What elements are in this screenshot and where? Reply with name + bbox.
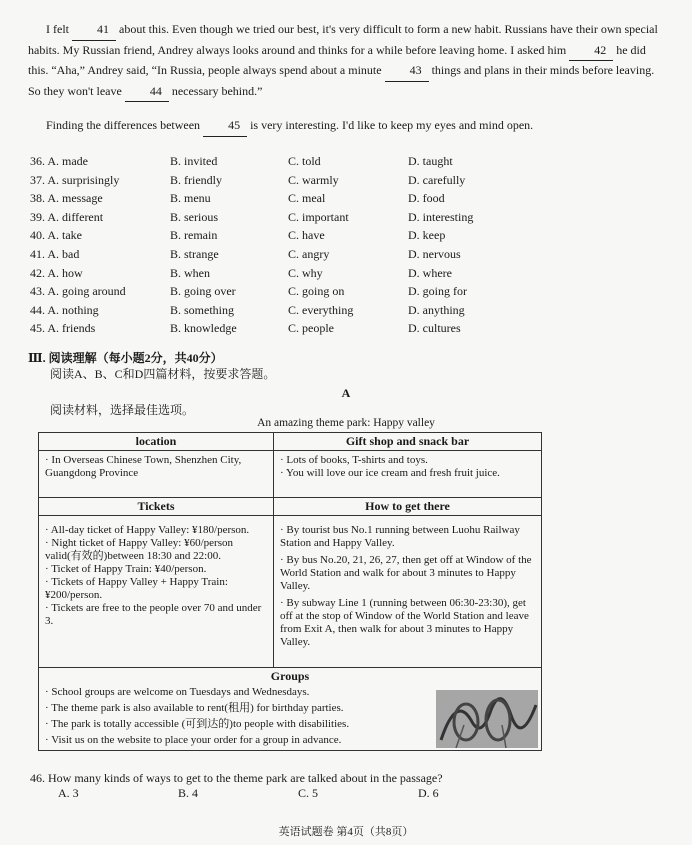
option-d: D. going for: [408, 284, 467, 299]
option-b: B. friendly: [170, 172, 222, 187]
cloze-paragraph-1: [28, 20, 660, 102]
roller-coaster-icon: [436, 690, 538, 748]
option-d: D. cultures: [408, 321, 461, 336]
header-tickets: Tickets: [39, 498, 274, 516]
option-a: 38. A. message: [30, 191, 103, 206]
question-46-options: [58, 786, 538, 801]
option-c: C. people: [288, 321, 334, 336]
shop-cell: [274, 451, 542, 498]
location-cell: [39, 451, 274, 498]
option-d: D. food: [408, 191, 445, 206]
option-b: B. strange: [170, 246, 219, 261]
text: I felt: [46, 22, 72, 36]
option-row: [30, 189, 650, 208]
option-c: C. warmly: [288, 172, 339, 187]
blank-44: 44: [125, 82, 169, 103]
option-c: C. everything: [288, 302, 354, 317]
option-a: 44. A. nothing: [30, 302, 99, 317]
option-row: [30, 226, 650, 245]
option-d: D. carefully: [408, 172, 466, 187]
q46-option-c: C. 5: [298, 786, 319, 800]
section-instruction: 阅读A、B、C和D四篇材料，按要求答题。: [50, 367, 276, 381]
ticket-item: · Ticket of Happy Train: ¥40/person.: [45, 563, 207, 575]
blank-41: 41: [72, 20, 116, 41]
option-row: [30, 264, 650, 283]
option-b: B. serious: [170, 209, 218, 224]
text: things and plans in their minds before leaving. So they won't leave: [28, 63, 655, 98]
header-location: location: [39, 433, 274, 451]
option-row: [30, 208, 650, 227]
option-d: D. keep: [408, 228, 446, 243]
option-c: C. important: [288, 209, 349, 224]
tickets-cell: [39, 516, 274, 668]
ticket-item: · All-day ticket of Happy Valley: ¥180/person.: [45, 524, 250, 536]
option-a: 37. A. surprisingly: [30, 172, 120, 187]
option-c: C. angry: [288, 246, 330, 261]
cloze-paragraph-2: [28, 116, 660, 137]
page-footer: 英语试题卷 第4页（共8页）: [278, 826, 414, 838]
section-title: Ⅲ. 阅读理解（每小题2分，共40分）: [28, 351, 223, 365]
q46-option-a: A. 3: [58, 786, 79, 800]
text: he did this. “Aha,” Andrey said, “In Russia, people always spend about a minute: [28, 42, 646, 77]
group-item: · Visit us on the website to place your order for a group in advance.: [45, 734, 342, 746]
option-row: [30, 319, 650, 338]
shop-item: · Lots of books, T-shirts and toys.: [280, 454, 428, 466]
question-46: 46. How many kinds of ways to get to the theme park are talked about in the passage?: [30, 771, 443, 785]
option-row: [30, 282, 650, 301]
roller-coaster-photo: [436, 690, 538, 748]
location-text: · In Overseas Chinese Town, Shenzhen City, Guangdong Province: [45, 454, 242, 479]
q46-option-d: D. 6: [418, 786, 439, 800]
option-b: B. knowledge: [170, 321, 237, 336]
passage-instruction: 阅读材料，选择最佳选项。: [50, 403, 195, 417]
ticket-item: · Night ticket of Happy Valley: ¥60/person valid(有效的)between 18:30 and 22:00.: [45, 537, 233, 562]
option-b: B. when: [170, 265, 210, 280]
ticket-item: · Tickets of Happy Valley + Happy Train: ¥200/person.: [45, 576, 228, 601]
ticket-item: · Tickets are free to the people over 70 and under 3.: [45, 602, 262, 627]
option-a: 36. A. made: [30, 154, 88, 168]
blank-45: 45: [203, 116, 247, 137]
option-a: 40. A. take: [30, 228, 82, 243]
q46-option-b: B. 4: [178, 786, 199, 800]
option-b: B. menu: [170, 191, 211, 206]
option-c: C. going on: [288, 284, 345, 299]
option-d: D. taught: [408, 154, 453, 168]
option-row: [30, 301, 650, 320]
option-d: D. interesting: [408, 209, 474, 224]
text: Finding the differences between: [46, 118, 204, 132]
option-a: 42. A. how: [30, 265, 83, 280]
how-cell: [274, 516, 542, 668]
option-b: B. invited: [170, 154, 218, 168]
text: is very interesting. I'd like to keep my eyes and mind open.: [247, 118, 534, 132]
option-a: 45. A. friends: [30, 321, 96, 336]
group-item: · The theme park is also available to rent(租用) for birthday parties.: [45, 702, 344, 714]
option-row: [30, 152, 650, 171]
option-row: [30, 245, 650, 264]
blank-42: 42: [569, 41, 613, 62]
option-c: C. why: [288, 265, 323, 280]
option-a: 39. A. different: [30, 209, 104, 224]
header-how-to-get: How to get there: [274, 498, 542, 516]
option-list: [30, 152, 650, 338]
option-a: 43. A. going around: [30, 284, 126, 299]
route-item: · By bus No.20, 21, 26, 27, then get off at Window of the World Station and walk for about 3 minutes to Happy Valley.: [280, 554, 532, 592]
option-b: B. remain: [170, 228, 218, 243]
option-c: C. told: [288, 154, 321, 168]
group-item: · The park is totally accessible (可到达的)to people with disabilities.: [45, 718, 350, 730]
option-d: D. nervous: [408, 246, 461, 261]
shop-item: · You will love our ice cream and fresh fruit juice.: [280, 467, 500, 479]
text: necessary behind.”: [168, 83, 263, 98]
passage-label: A: [341, 386, 351, 400]
blank-43: 43: [385, 61, 429, 82]
group-item: · School groups are welcome on Tuesdays and Wednesdays.: [45, 686, 310, 698]
header-gift-shop: Gift shop and snack bar: [274, 433, 542, 451]
option-row: [30, 171, 650, 190]
text: about this. Even though we tried our best, it's very difficult to form a new habit. Russians have their own special habits. My Russian friend, Andrey always looks around and thinks for a while before leaving home. I asked him: [28, 22, 658, 57]
route-item: · By tourist bus No.1 running between Luohu Railway Station and Happy Valley.: [280, 524, 520, 549]
option-b: B. something: [170, 302, 235, 317]
option-d: D. where: [408, 265, 452, 280]
route-item: · By subway Line 1 (running between 06:30-23:30), get off at the stop of Window of the World Station and leave from Exit A, then walk for about 3 minutes to Happy Valley.: [280, 597, 529, 648]
table-title: An amazing theme park: Happy valley: [257, 417, 435, 429]
option-d: D. anything: [408, 302, 465, 317]
option-b: B. going over: [170, 284, 236, 299]
header-groups: Groups: [270, 669, 310, 683]
option-c: C. meal: [288, 191, 326, 206]
option-c: C. have: [288, 228, 325, 243]
option-a: 41. A. bad: [30, 246, 80, 261]
